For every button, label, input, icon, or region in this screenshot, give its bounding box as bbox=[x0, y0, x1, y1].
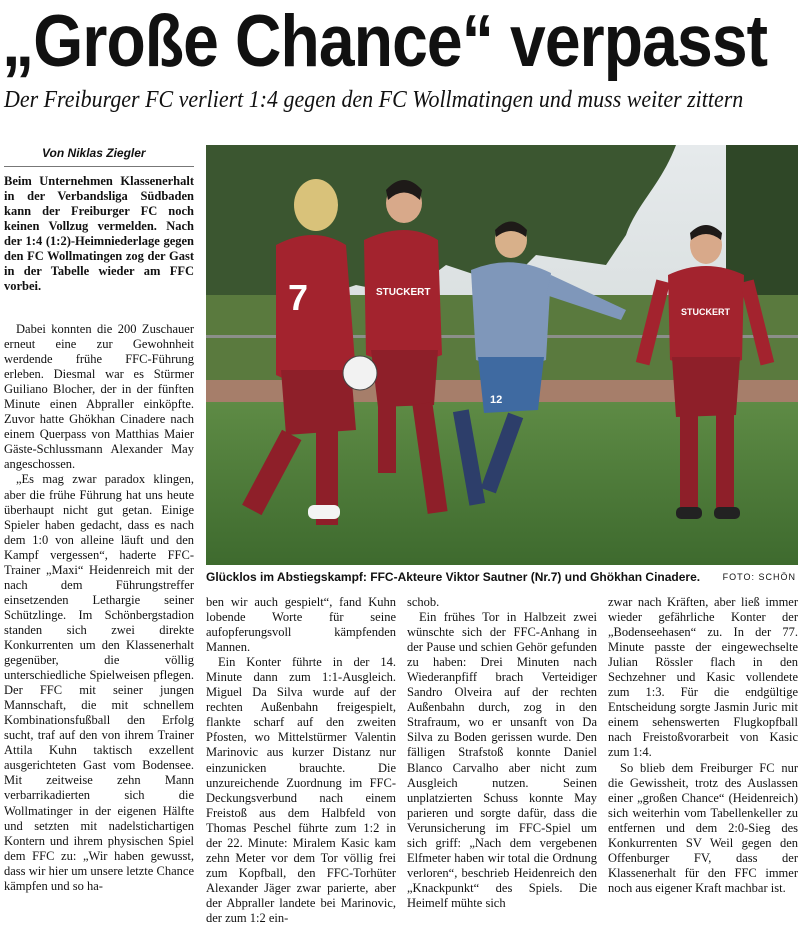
article-paragraph: Ein Konter führte in der 14. Minute dann zum 1:1-Ausgleich. Miguel Da Silva wurde auf der rechten Außenbahn freigespielt, flankte scharf auf den zweiten Pfosten, wo Mittelstürmer Valentin Marinovic aus kurzer Distanz nur einzunicken brauchte. Die unzureichende Zuordnung im FFC-Deckungsverbund nach einem Freistoß aus dem Halbfeld von Thomas Peschel führte zum 1:2 in der 22. Minute: Miralem Kasic kam zehn Meter vor dem Tor völlig frei zum Kopfball, den FFC-Torhüter Alexander Jäger zwar parierte, aber der Abpraller landete bei Marinovic, der zum 1:2 ein- bbox=[206, 655, 396, 925]
shirt-number: 12 bbox=[490, 394, 503, 406]
photo-caption: Glücklos im Abstiegskampf: FFC-Akteure Viktor Sautner (Nr.7) und Ghökhan Cinadere. bbox=[206, 570, 701, 584]
article-column-1 bbox=[4, 322, 194, 894]
lead-paragraph: Beim Unternehmen Klassenerhalt in der Verbandsliga Südbaden kann der Freiburger FC noch keinen Vollzug vermelden. Nach der 1:4 (1:2)-Heimniederlage gegen den FC Wollmatingen zog der Gast in der Tabelle wieder am FFC vorbei. bbox=[4, 174, 194, 293]
photo-credit: FOTO: SCHÖN bbox=[722, 572, 796, 582]
article-paragraph: So blieb dem Freiburger FC nur die Gewissheit, trotz des Auslassen einer „großen Chance“ (Heidenreich) sich weiterhin vom Tabellenkeller zu entfernen und dem 2:0-Sieg des Konkurrenten SV Weil gegen den Offenburger FV, dass der Klassenerhalt für den FFC immer noch aus eigener Kraft machbar ist. bbox=[608, 760, 798, 895]
article-paragraph: ben wir auch gespielt“, fand Kuhn lobende Worte für seine aufopferungsvoll kämpfenden Mannen. bbox=[206, 595, 396, 655]
article-paragraph: Ein frühes Tor in Halbzeit zwei wünschte sich der FFC-Anhang in der Pause und schien Gehör gefunden zu haben: Drei Minuten nach Wiederanpfiff brach Verteidiger Sandro Olveira auf der rechten Außenbahn durch, zog in den Strafraum, wo er unsanft von Da Silva zu Boden gerissen wurde. Den fälligen Strafstoß konnte Daniel Blanco Carvalho aber nicht zum Ausgleich nutzen. Seinen unplatzierten Schuss konnte May parieren und sorgte dafür, dass die Verunsicherung im FFC-Spiel um sich griff: „Nach dem vergebenen Elfmeter haben wir total die Ordnung verloren“, beschrieb Heidenreich den „Knackpunkt“ des Spiels. Die Heimelf mühte sich bbox=[407, 610, 597, 910]
article-paragraph: „Es mag zwar paradox klingen, aber die frühe Führung hat uns heute überhaupt nicht gut getan. Einige Spieler haben gedacht, dass es nach dem 1:0 von alleine läuft und den Kampf vergessen“, haderte FFC-Trainer „Maxi“ Heidenreich mit der nach dem Führungstreffer einsetzenden Lethargie seiner Schützlinge. Im Schönbergstadion standen sich zwei direkte Konkurrenten um den Klassenerhalt gegenüber, die völlig unterschiedliche Spielweisen pflegen. Der FFC mit seiner jungen Mannschaft, die mit schnellem Kombinationsfußball den Erfolg sucht, traf auf den von ihrem Trainer Attila Kuhn taktisch exzellent ausgerichteten Gast vom Bodensee. Mit zeitweise zehn Mann verbarrikadierten sich die Wollmatinger in der eigenen Hälfte und setzten mit nadelstichartigen Kontern und ihrem physischen Spiel dem FFC zu: „Wir haben gewusst, dass wir hier um unsere letzte Chance kämpfen und so ha- bbox=[4, 472, 194, 893]
article-paragraph: zwar nach Kräften, aber ließ immer wieder gefährliche Konter der „Bodenseehasen“ zu. In der 77. Minute passte der eingewechselte Julian Rössler flach in den Sechzehner und Kasic vollendete zum 1:3. Für die endgültige Entscheidung sorgte Jasmin Juric mit einem sehenswerten Flugkopfball nach Freistoßvorarbeit von Kasic zum 1:4. bbox=[608, 595, 798, 760]
article-column-2 bbox=[206, 595, 396, 926]
football bbox=[343, 356, 377, 390]
sponsor: STUCKERT bbox=[376, 287, 431, 298]
article-column-4 bbox=[608, 595, 798, 896]
byline-divider bbox=[4, 166, 194, 167]
jersey-number: 7 bbox=[288, 277, 309, 318]
byline: Von Niklas Ziegler bbox=[42, 146, 146, 160]
article-column-3 bbox=[407, 595, 597, 911]
subheadline: Der Freiburger FC verliert 1:4 gegen den FC Wollmatingen und muss weiter zittern bbox=[4, 87, 744, 113]
headline: „Große Chance“ verpasst bbox=[2, 1, 768, 82]
article-paragraph: schob. bbox=[407, 595, 440, 609]
match-photo bbox=[206, 145, 798, 565]
article-paragraph: Dabei konnten die 200 Zuschauer erneut eine zur Gewohnheit werdende frühe FFC-Führung erleben. Diesmal war es Stürmer Guiliano Blocher, der in der fünften Minute einen Abpraller einköpfte. Zuvor hatte Ghökhan Cinadere nach einem Querpass von Matthias Maier Gäste-Schlussmann Alexander May angeschossen. bbox=[4, 322, 194, 472]
sponsor: STUCKERT bbox=[681, 307, 730, 317]
